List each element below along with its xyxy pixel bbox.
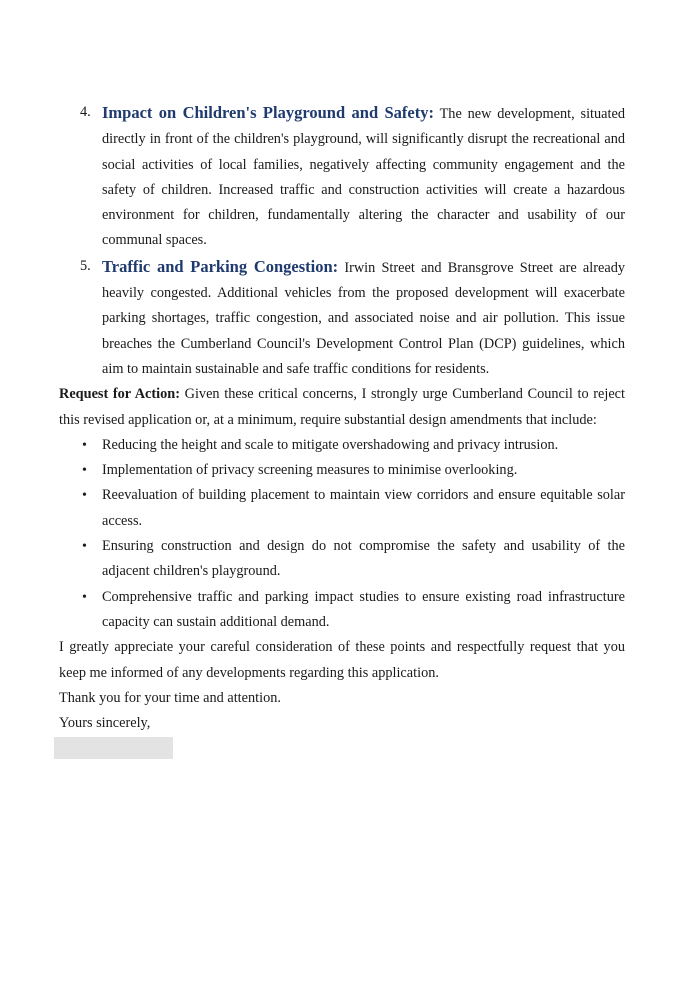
request-paragraph	[59, 382, 625, 433]
concern-text: The new development, situated directly in front of the children's playground, will significantly disrupt the recreational and social activities of local families, negatively affecting community engagement and the safety of children. Increased traffic and construction activities will create a hazardous environment for children, fundamentally altering the character and usability of our communal spaces.	[102, 106, 625, 249]
bullet-text: Reevaluation of building placement to maintain view corridors and ensure equitable solar access.	[102, 487, 625, 529]
list-item	[59, 585, 625, 636]
bullet-text: Reducing the height and scale to mitigate overshadowing and privacy intrusion.	[102, 436, 559, 453]
sign-off: Yours sincerely,	[59, 715, 151, 732]
bullet-icon: •	[82, 589, 87, 605]
list-item	[59, 483, 625, 534]
bullet-text: Implementation of privacy screening measures to minimise overlooking.	[102, 462, 518, 479]
concern-heading: Impact on Children's Playground and Safety:	[102, 103, 434, 122]
concern-item-4	[59, 100, 625, 254]
bullet-icon: •	[82, 437, 87, 453]
closing-paragraph: I greatly appreciate your careful consideration of these points and respectfully request that you keep me informed of any developments regarding this application.	[59, 639, 625, 681]
list-number: 4.	[80, 104, 91, 120]
amendments-list	[59, 433, 625, 635]
thanks-line: Thank you for your time and attention.	[59, 689, 281, 706]
list-item	[59, 534, 625, 585]
list-item	[59, 458, 625, 483]
letter-body	[59, 100, 625, 736]
bullet-icon: •	[82, 488, 87, 504]
request-text: Given these critical concerns, I strongly urge Cumberland Council to reject this revised application or, at a minimum, require substantial design amendments that include:	[59, 386, 625, 428]
bullet-icon: •	[82, 463, 87, 479]
list-item	[59, 433, 625, 458]
concern-heading: Traffic and Parking Congestion:	[102, 256, 339, 276]
bullet-text: Comprehensive traffic and parking impact studies to ensure existing road infrastructure capacity can sustain additional demand.	[102, 588, 625, 630]
redacted-signature	[54, 737, 173, 759]
bullet-text: Ensuring construction and design do not compromise the safety and usability of the adjacent children's playground.	[102, 538, 625, 580]
bullet-icon: •	[82, 539, 87, 555]
concerns-list	[59, 100, 625, 382]
concern-item-5	[59, 254, 625, 382]
request-label: Request for Action:	[59, 386, 180, 403]
list-number: 5.	[80, 257, 91, 274]
concern-text: Irwin Street and Bransgrove Street are already heavily congested. Additional vehicles from the proposed development will exacerbate parking shortages, traffic congestion, and associated noise and air pollution. This issue breaches the Cumberland Council's Development Control Plan (DCP) guidelines, which aim to maintain sustainable and safe traffic conditions for residents.	[102, 259, 625, 377]
